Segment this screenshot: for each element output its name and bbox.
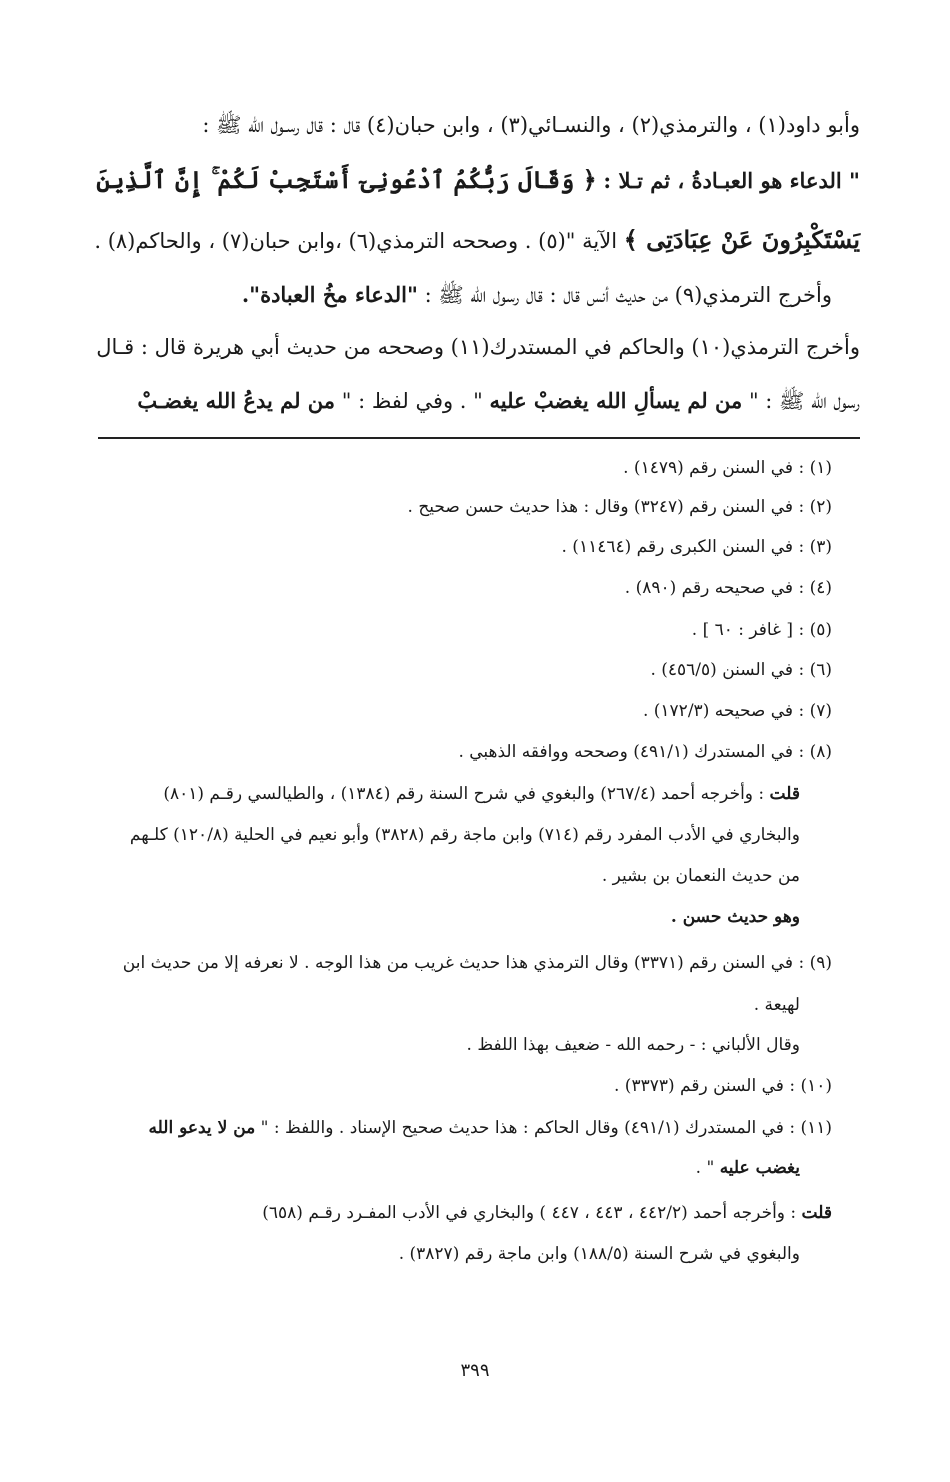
quran-verse-part-1: ﴿ وَقَالَ رَبُّكُمُ ٱدْعُونِىٓ أَسْتَجِبْ لَكُمْ ۚ إِنَّ ٱلَّذِينَ bbox=[96, 165, 597, 194]
main-text-line-4 bbox=[242, 282, 832, 313]
footnote-6: (٦) : في السنن (٤٥٦/٥) . bbox=[650, 660, 832, 680]
main-text-line-3 bbox=[94, 225, 860, 254]
footnote-11-line-1 bbox=[149, 1118, 832, 1138]
quran-verse-part-2: يَسْتَكْبِرُونَ عَنْ عِبَادَتِى ﴾ bbox=[623, 225, 860, 254]
main-line-4-text: وأخرج الترمذي(٩) من حديث أنس قال : قال رسول الله ﷺ : bbox=[424, 283, 832, 307]
footnote-10: (١٠) : في السنن رقم (٣٣٧٣) . bbox=[614, 1076, 832, 1096]
note-1-text-1: : وأخرجه أحمد (٢٦٧/٤) والبغوي في شرح السنة رقم (١٣٨٤) ، والطيالسي رقـم (٨٠١) bbox=[163, 784, 765, 804]
main-line-3-text: الآية "(٥) . وصححه الترمذي(٦) ،وابن حبان(٧) ، والحاكم(٨) . bbox=[94, 229, 618, 253]
note-2-label: قلت bbox=[801, 1203, 832, 1223]
footnote-11-line-2 bbox=[696, 1158, 800, 1178]
note-1-line-1 bbox=[163, 784, 800, 804]
main-line-6-text-a: رسول الله ﷺ : " bbox=[748, 389, 860, 413]
hadith-quote-2: "الدعاء مخُ العبادة". bbox=[241, 282, 418, 307]
hadith-quote-3: من لم يسألِ الله يغضبْ عليه bbox=[489, 388, 743, 413]
hadith-quote-4: من لم يدعُ الله يغضـبْ bbox=[137, 388, 336, 413]
footnote-1: (١) : في السنن رقم (١٤٧٩) . bbox=[623, 458, 832, 478]
footnote-11-text: (١١) : في المستدرك (٤٩١/١) وقال الحاكم : هذا حديث صحيح الإسناد . واللفظ : " bbox=[260, 1118, 832, 1138]
main-text-line-6 bbox=[137, 388, 860, 419]
footnote-3: (٣) : في السنن الكبرى رقم (١١٤٦٤) . bbox=[561, 537, 832, 557]
footnote-7: (٧) : في صحيحه (١٧٢/٣) . bbox=[642, 701, 832, 721]
main-text-line-5 bbox=[96, 335, 860, 359]
main-line-5-text: وأخرج الترمذي(١٠) والحاكم في المستدرك(١١) وصححه من حديث أبي هريرة قال : قـال bbox=[96, 335, 860, 359]
note-1-grading: وهو حديث حسن . bbox=[670, 907, 800, 927]
footnote-11-close: " . bbox=[695, 1158, 715, 1178]
footnote-5: (٥) : [ غافر : ٦٠ ] . bbox=[691, 620, 832, 640]
hadith-quote: " الدعاء هو العبـادةُ ، ثم تـلا : bbox=[603, 168, 860, 193]
footnote-9-line-3: وقال الألباني : - رحمه الله - ضعيف بهذا اللفظ . bbox=[466, 1035, 800, 1055]
note-1-label: قلت bbox=[769, 784, 800, 804]
note-2-text-1: : وأخرجه أحمد (٤٤٢/٢ ، ٤٤٣ ، ٤٤٧ ) والبخاري في الأدب المفـرد رقـم (٦٥٨) bbox=[262, 1203, 797, 1223]
note-1-line-3: من حديث النعمان بن بشير . bbox=[601, 866, 800, 886]
note-1-line-2: والبخاري في الأدب المفرد رقم (٧١٤) وابن ماجة رقم (٣٨٢٨) وأبو نعيم في الحلية (١٢٠/٨) كلـهم bbox=[129, 825, 800, 845]
note-2-line-1 bbox=[262, 1203, 832, 1223]
footnote-8: (٨) : في المستدرك (٤٩١/١) وصححه ووافقه الذهبي . bbox=[458, 742, 832, 762]
page-number: ٣٩٩ bbox=[460, 1360, 490, 1381]
main-line-6-text-c: " . وفي لفظ : " bbox=[341, 389, 483, 413]
note-2-line-2: والبغوي في شرح السنة (١٨٨/٥) وابن ماجة رقم (٣٨٢٧) . bbox=[398, 1244, 800, 1264]
footnote-9-line-2: لهيعة . bbox=[753, 995, 800, 1015]
main-line-1-text: وأبو داود(١) ، والترمذي(٢) ، والنسـائي(٣) ، وابن حبان(٤) قال : قال رسـول الله ﷺ : bbox=[202, 113, 860, 137]
main-text-line-2 bbox=[96, 165, 860, 194]
footnote-2: (٢) : في السنن رقم (٣٢٤٧) وقال : هذا حديث حسن صحيح . bbox=[407, 497, 832, 517]
footnote-11-quote-end: يغضب عليه bbox=[719, 1158, 800, 1178]
main-text-line-1 bbox=[202, 112, 860, 143]
footnote-separator bbox=[98, 437, 860, 439]
footnote-11-quote: من لا يدعو الله bbox=[148, 1118, 256, 1138]
footnote-4: (٤) : في صحيحه رقم (٨٩٠) . bbox=[624, 578, 832, 598]
footnote-9-line-1: (٩) : في السنن رقم (٣٣٧١) وقال الترمذي هذا حديث غريب من هذا الوجه . لا نعرفه إلا من حديث ابن bbox=[122, 953, 832, 973]
